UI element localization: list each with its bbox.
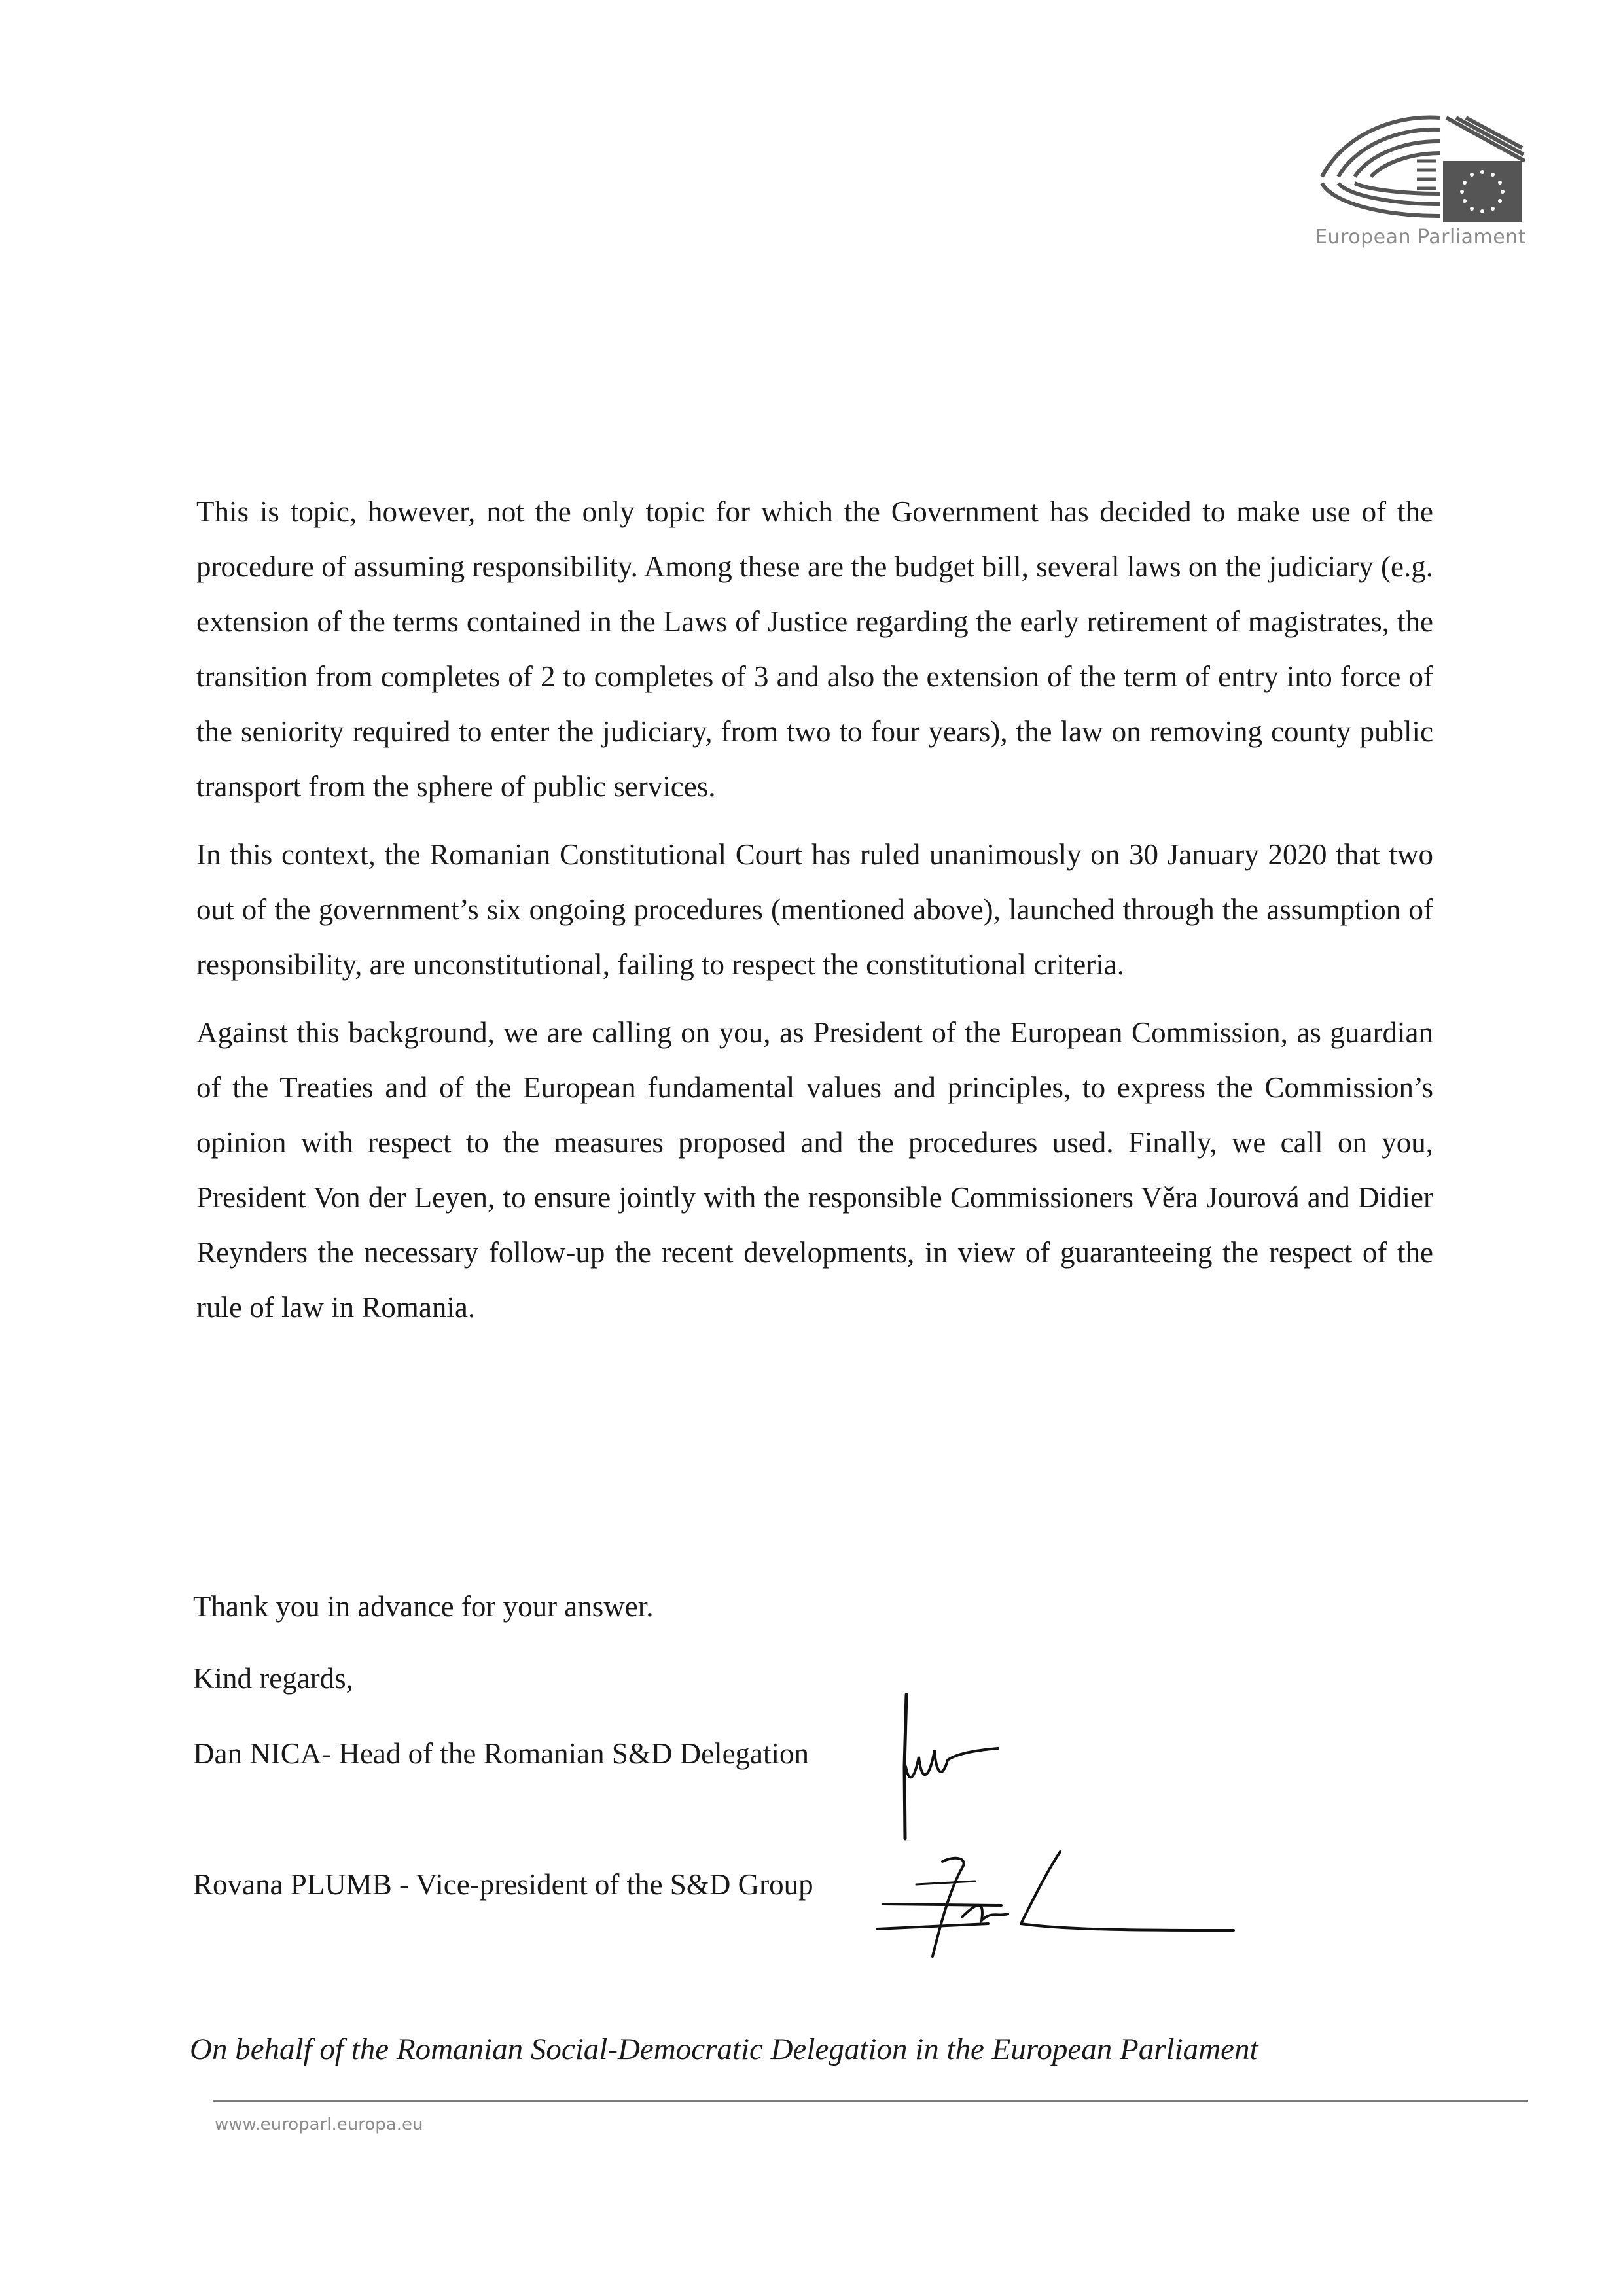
signatory-1-name: Dan NICA- Head of the Romanian S&D Delegation (193, 1737, 810, 1770)
signatory-2-name: Rovana PLUMB - Vice-president of the S&D Group (193, 1868, 813, 1901)
european-parliament-logo (1302, 105, 1525, 262)
footer-divider (213, 2100, 1528, 2102)
signature-rovana-plumb (870, 1832, 1243, 1963)
footer-url: www.europarl.europa.eu (215, 2115, 423, 2134)
letter-body (196, 484, 1433, 1348)
body-paragraph: Against this background, we are calling on you, as President of the European Commission, as guardian of the Treaties and of the European fundamental values and principles, to express the Commission’s opinion with respect to the measures proposed and the procedures used. Finally, we call on you, President Von der Leyen, to ensure jointly with the responsible Commissioners Věra Jourová and Didier Reynders the necessary follow-up the recent developments, in view of guaranteeing the respect of the rule of law in Romania. (196, 1016, 1433, 1324)
regards-line: Kind regards, (193, 1662, 353, 1695)
logo-label: European Parliament (1315, 226, 1526, 249)
thanks-line: Thank you in advance for your answer. (193, 1590, 654, 1623)
parliament-hemicycle-icon (1309, 105, 1525, 222)
signature-dan-nica (897, 1688, 1008, 1845)
on-behalf-line: On behalf of the Romanian Social-Democratic Delegation in the European Parliament (190, 2032, 1258, 2066)
body-paragraph: This is topic, however, not the only topic for which the Government has decided to make use of the procedure of assuming responsibility. Among these are the budget bill, several laws on the judiciary (e.g. extension of the terms contained in the Laws of Justice regarding the early retirement of magistrates, the transition from completes of 2 to completes of 3 and also the extension of the term of entry into force of the seniority required to enter the judiciary, from two to four years), the law on removing county public transport from the sphere of public services. (196, 495, 1433, 803)
body-paragraph: In this context, the Romanian Constitutional Court has ruled unanimously on 30 January 2020 that two out of the government’s six ongoing procedures (mentioned above), launched through the assumption of responsibility, are unconstitutional, failing to respect the constitutional criteria. (196, 838, 1433, 981)
